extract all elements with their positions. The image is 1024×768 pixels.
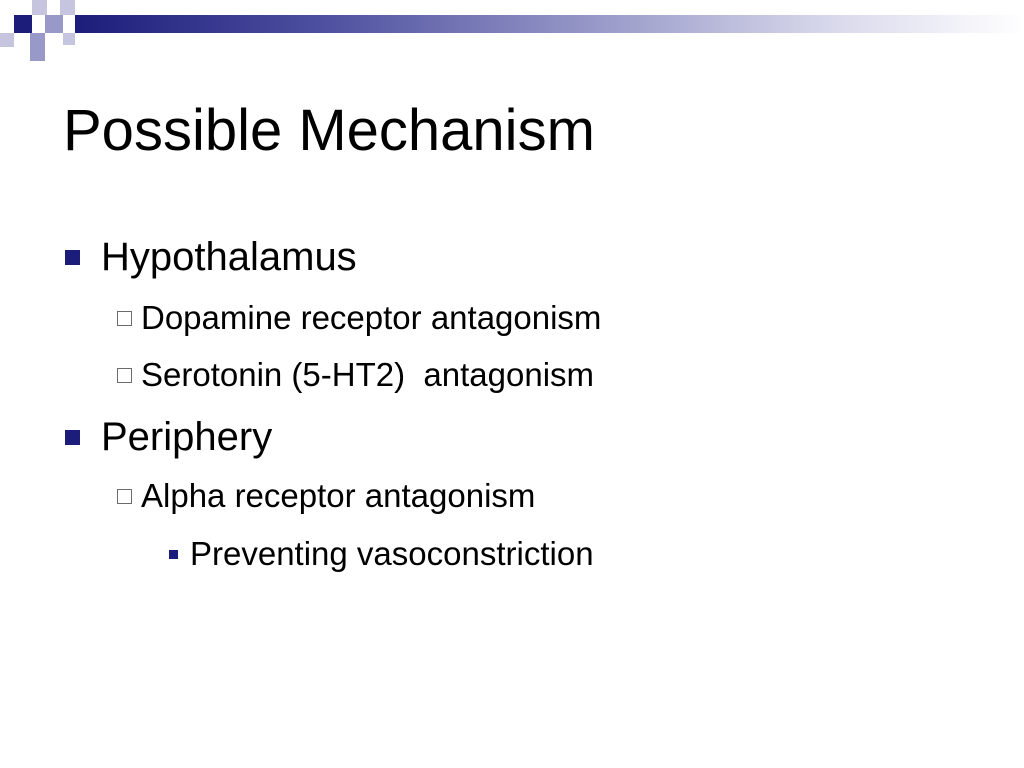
square-bullet-icon (65, 250, 80, 265)
hollow-square-bullet-icon (117, 368, 132, 383)
bullet-text: Dopamine receptor antagonism (141, 299, 602, 336)
bullet-level1 (65, 233, 357, 281)
bullet-text: Alpha receptor antagonism (141, 477, 536, 514)
decor-square (63, 33, 75, 45)
bullet-text: Periphery (101, 415, 273, 459)
decor-square (0, 33, 14, 47)
decor-square (30, 48, 45, 61)
bullet-text: Serotonin (5-HT2) antagonism (141, 356, 595, 393)
bullet-level2 (117, 298, 601, 338)
decor-square (30, 33, 45, 48)
decor-square (14, 15, 32, 33)
decor-square (60, 0, 75, 15)
hollow-square-bullet-icon (117, 311, 132, 326)
hollow-square-bullet-icon (117, 489, 132, 504)
square-bullet-icon (65, 430, 80, 445)
decor-square (32, 0, 47, 15)
bullet-level3 (169, 534, 594, 574)
bullet-level2 (117, 355, 594, 395)
header-decoration (0, 0, 1024, 64)
bullet-level2 (117, 476, 535, 516)
bullet-text: Preventing vasoconstriction (190, 535, 594, 572)
decor-square (45, 15, 63, 33)
small-square-bullet-icon (169, 550, 178, 559)
header-gradient-band (75, 15, 1024, 33)
bullet-level1 (65, 413, 272, 461)
slide-title: Possible Mechanism (63, 98, 595, 163)
bullet-text: Hypothalamus (101, 235, 357, 279)
